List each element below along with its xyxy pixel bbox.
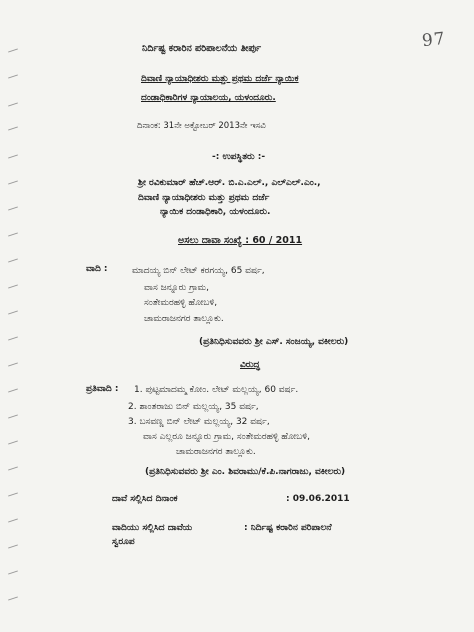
margin-mark <box>8 206 18 210</box>
suit-nature-label: ವಾದಿಯು ಸಲ್ಲಿಸಿದ ದಾವೆಯ <box>112 523 193 533</box>
defendant-label: ಪ್ರತಿವಾದಿ : <box>86 384 119 394</box>
document-heading: ನಿರ್ದಿಷ್ಟ ಕರಾರಿನ ಪರಿಪಾಲನೆಯ ತೀರ್ಪು <box>142 43 262 54</box>
page-number: 97 <box>421 28 447 52</box>
plaintiff-label: ವಾದಿ : <box>86 264 108 274</box>
margin-mark <box>8 570 18 574</box>
margin-mark <box>8 102 18 106</box>
defendant-line: ವಾಸ ಎಲ್ಲರೂ ಜನ್ನೂರು ಗ್ರಾಮ, ಸಂತೇಮರಹಳ್ಳಿ ಹೋಬಳಿ, <box>143 432 311 442</box>
filing-date-value: : 09.06.2011 <box>286 494 350 504</box>
margin-mark <box>8 126 18 130</box>
defendant-line: 3. ಬಸವಣ್ಣ ಬಿನ್ ಲೇಟ್ ಮಲ್ಲಯ್ಯ, 32 ವರ್ಷ, <box>128 417 270 427</box>
margin-mark <box>8 466 18 470</box>
margin-mark <box>8 258 18 262</box>
margin-mark <box>8 596 18 600</box>
court-line-2: ದಂಡಾಧಿಕಾರಿಗಳ ನ್ಯಾಯಾಲಯ, ಯಳಂದೂರು. <box>141 93 276 103</box>
suit-nature-value: : ನಿರ್ದಿಷ್ಟ ಕರಾರಿನ ಪರಿಪಾಲನೆ <box>244 523 332 533</box>
margin-mark <box>8 518 18 522</box>
case-number: ಅಸಲು ದಾವಾ ಸಂಖ್ಯೆ : 60 / 2011 <box>178 235 303 246</box>
margin-mark <box>8 414 18 418</box>
versus-label: ವಿರುದ್ಧ <box>240 360 260 370</box>
judge-designation-2: ನ್ಯಾಯಿಕ ದಂಡಾಧಿಕಾರಿ, ಯಳಂದೂರು. <box>160 207 271 217</box>
margin-mark <box>8 544 18 548</box>
margin-mark <box>8 388 18 392</box>
margin-mark <box>8 310 18 314</box>
filing-date-label: ದಾವೆ ಸಲ್ಲಿಸಿದ ದಿನಾಂಕ <box>112 494 178 504</box>
present-label: -: ಉಪಸ್ಥಿತರು :- <box>212 152 266 162</box>
plaintiff-line: ವಾಸ ಜನ್ನೂರು ಗ್ರಾಮ, <box>144 283 209 293</box>
margin-mark <box>8 492 18 496</box>
suit-nature-label-2: ಸ್ವರೂಪ <box>112 537 135 547</box>
margin-mark <box>8 48 18 52</box>
margin-mark <box>8 284 18 288</box>
margin-mark <box>8 180 18 184</box>
defendant-line: ಚಾಮರಾಜನಗರ ತಾಲ್ಲೂಕು. <box>176 447 256 457</box>
margin-mark <box>8 336 18 340</box>
plaintiff-advocate: (ಪ್ರತಿನಿಧಿಸುವವರು ಶ್ರೀ ಎಸ್. ಸಂಜಯ್ಯ, ವಕೀಲರು) <box>199 337 349 347</box>
judge-name: ಶ್ರೀ ರವಿಕುಮಾರ್ ಹೆಚ್.ಆರ್. ಬಿ.ಎ.ಎಲ್., ಎಲ್ಎಲ್.ಎಂ., <box>138 178 321 188</box>
judge-designation: ದಿವಾಣಿ ನ್ಯಾಯಾಧೀಶರು ಮತ್ತು ಪ್ರಥಮ ದರ್ಜೆ <box>138 193 270 203</box>
plaintiff-line: ಚಾಮರಾಜನಗರ ತಾಲ್ಲೂಕು. <box>144 314 224 324</box>
margin-mark <box>8 232 18 236</box>
judgment-date: ದಿನಾಂಕ: 31ನೇ ಅಕ್ಟೋಬರ್ 2013ನೇ ಇಸವಿ <box>137 121 266 131</box>
margin-mark <box>8 74 18 78</box>
court-line-1: ದಿವಾಣಿ ನ್ಯಾಯಾಧೀಶರು ಮತ್ತು ಪ್ರಥಮ ದರ್ಜೆ ನ್ಯಾಯಿಕ <box>141 74 299 84</box>
defendant-line: 2. ಶಾಂತರಾಜು ಬಿನ್ ಮಲ್ಲಯ್ಯ, 35 ವರ್ಷ, <box>128 402 259 412</box>
defendant-line: 1. ಪುಟ್ಟಮಾದಮ್ಮ ಕೋಂ. ಲೇಟ್ ಮಲ್ಲಯ್ಯ, 60 ವರ್ಷ. <box>134 385 299 395</box>
margin-mark <box>8 440 18 444</box>
margin-mark <box>8 154 18 158</box>
plaintiff-line: ಮಾದಯ್ಯ ಬಿನ್ ಲೇಟ್ ಕರಗಯ್ಯ, 65 ವರ್ಷ, <box>132 266 265 276</box>
plaintiff-line: ಸಂತೇಮರಹಳ್ಳಿ ಹೋಬಳಿ, <box>144 298 218 308</box>
margin-mark <box>8 362 18 366</box>
defendant-advocate: (ಪ್ರತಿನಿಧಿಸುವವರು ಶ್ರೀ ಎಂ. ಶಿವರಾಮು/ಕೆ.ಪಿ.ನಾಗರಾಜು, ವಕೀಲರು) <box>145 467 346 477</box>
